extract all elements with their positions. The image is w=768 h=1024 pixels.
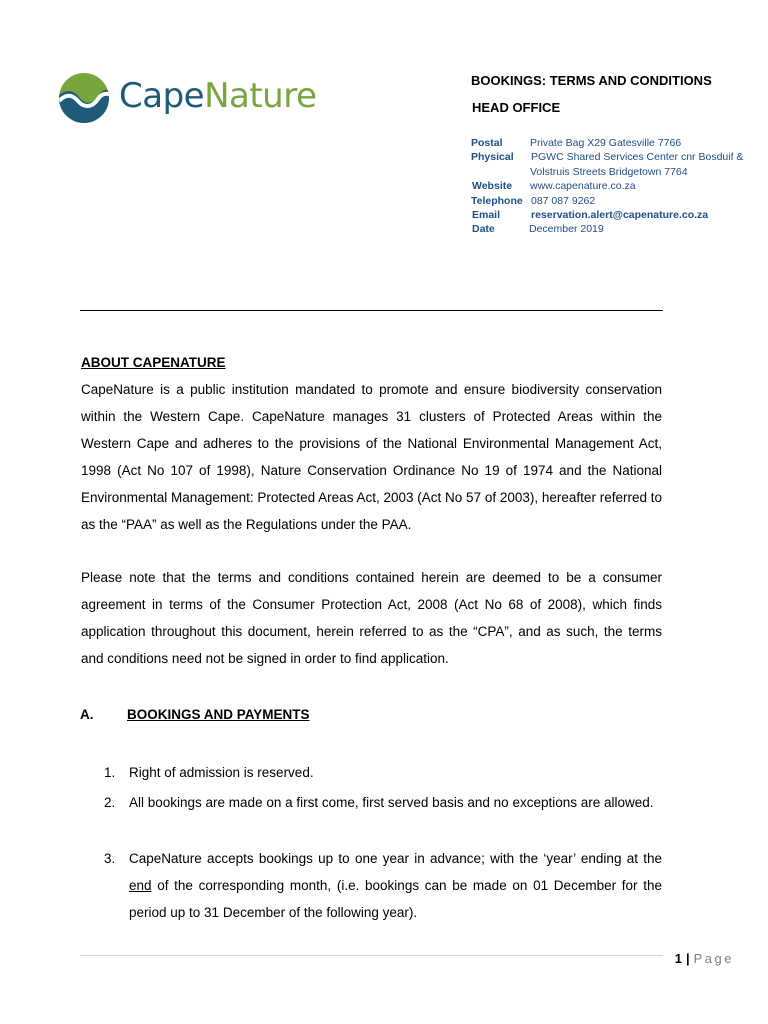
about-heading: ABOUT CAPENATURE xyxy=(81,355,226,370)
physical-label: Physical xyxy=(471,151,514,163)
page-word: Page xyxy=(693,951,734,966)
footer-divider xyxy=(80,955,663,956)
underlined-term: end xyxy=(129,878,152,893)
head-office-heading: HEAD OFFICE xyxy=(472,100,561,115)
website-label: Website xyxy=(472,180,513,192)
page-number: 1 xyxy=(674,951,682,966)
postal-value: Private Bag X29 Gatesville 7766 xyxy=(530,137,682,149)
physical-value-line1: PGWC Shared Services Center cnr Bosduif & xyxy=(531,151,744,163)
list-item: Right of admission is reserved. xyxy=(129,765,314,780)
date-value: December 2019 xyxy=(529,223,604,235)
capenature-wave-icon xyxy=(57,71,111,125)
list-item: All bookings are made on a first come, first served basis and no exceptions are allowed. xyxy=(129,795,654,810)
list-item: CapeNature accepts bookings up to one year in advance; with the ‘year’ ending at the end of the corresponding month, (i.e. bookings can be made on 01 December for the period up to 31 December of the following year). xyxy=(129,851,662,920)
website-link[interactable]: www.capenature.co.za xyxy=(530,180,636,192)
email-link[interactable]: reservation.alert@capenature.co.za xyxy=(531,209,709,221)
footer-separator: | xyxy=(685,951,690,966)
telephone-label: Telephone xyxy=(471,195,523,207)
section-a-letter: A. xyxy=(80,707,94,722)
capenature-logo xyxy=(57,71,327,125)
postal-label: Postal xyxy=(471,137,503,149)
list-item-number: 3. xyxy=(104,851,116,866)
about-paragraph-2: Please note that the terms and conditions contained herein are deemed to be a consumer agreement in terms of the Consumer Protection Act, 2008 (Act No 68 of 2008), which finds application throughout this document, herein referred to as the “CPA”, and as such, the terms and conditions need not be signed in order to find application. xyxy=(81,570,662,666)
page-footer xyxy=(675,951,734,966)
header-divider xyxy=(80,310,663,311)
document-title: BOOKINGS: TERMS AND CONDITIONS xyxy=(471,73,712,88)
list-item-number: 2. xyxy=(104,795,116,810)
section-a-title: BOOKINGS AND PAYMENTS xyxy=(127,707,310,722)
about-paragraph-1: CapeNature is a public institution mandated to promote and ensure biodiversity conservation within the Western Cape. CapeNature manages 31 clusters of Protected Areas within the Western Cape and adheres to the provisions of the National Environmental Management Act, 1998 (Act No 107 of 1998), Nature Conservation Ordinance No 19 of 1974 and the National Environmental Management: Protected Areas Act, 2003 (Act No 57 of 2003), hereafter referred to as the “PAA” as well as the Regulations under the PAA. xyxy=(81,382,662,532)
logo-wordmark: CapeNature xyxy=(119,76,317,116)
date-label: Date xyxy=(472,223,495,235)
email-label: Email xyxy=(472,209,501,221)
physical-value-line2: Volstruis Streets Bridgetown 7764 xyxy=(530,166,688,178)
telephone-value: 087 087 9262 xyxy=(531,195,596,207)
list-item-number: 1. xyxy=(104,765,116,780)
